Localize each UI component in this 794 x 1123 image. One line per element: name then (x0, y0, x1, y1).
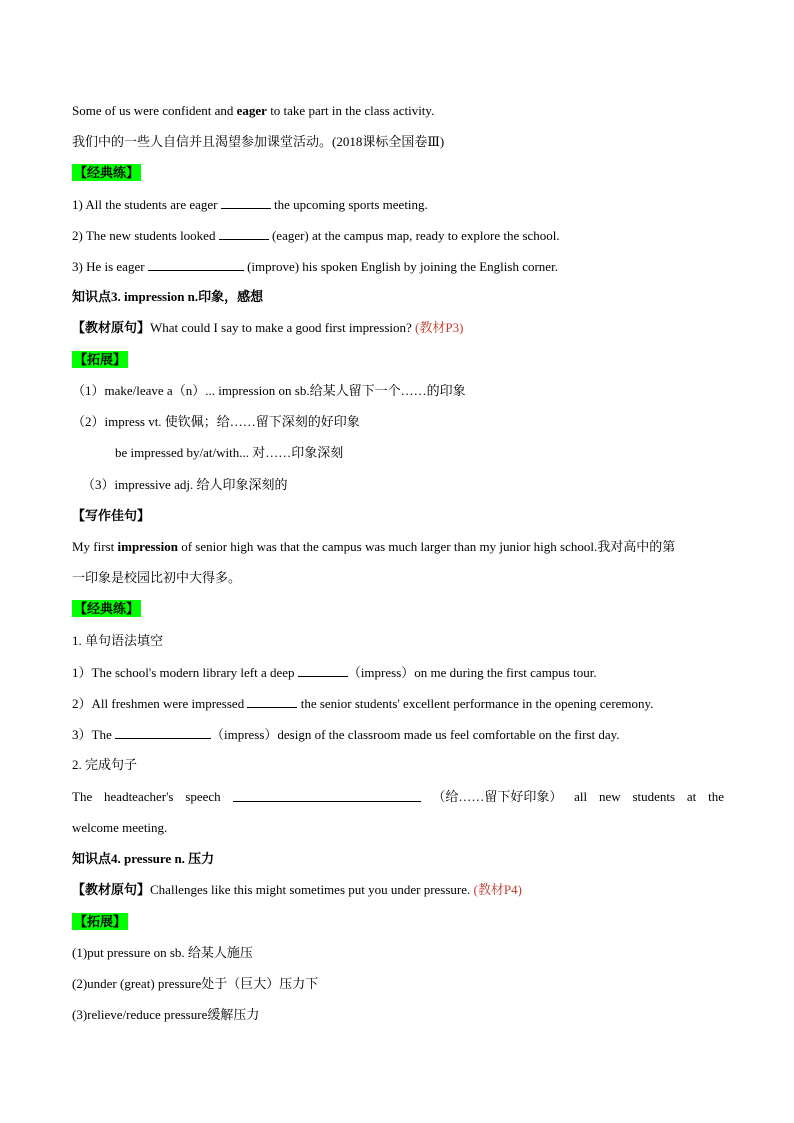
pressure-ext-3: (3)relieve/reduce pressure缓解压力 (72, 1007, 260, 1022)
blank[interactable] (233, 789, 421, 802)
writing-label: 【写作佳句】 (72, 508, 151, 523)
keyword: impression (117, 539, 178, 554)
blank[interactable] (298, 664, 348, 677)
source-ref: (教材P3) (415, 320, 464, 335)
tag-label: 【经典练】 (74, 601, 140, 616)
grammar-q2: 2）All freshmen were impressed the senior students' excellent performance in the opening ceremony. (72, 696, 654, 711)
textbook-sentence: 【教材原句】What could I say to make a good first impression? (教材P3) (72, 320, 464, 335)
practice-tag (72, 165, 724, 181)
complete-sentence-line1: The headteacher's speech （给……留下好印象） all new students at the (72, 789, 724, 804)
practice-q3: 3) He is eager (improve) his spoken English by joining the English corner. (72, 259, 558, 274)
practice-q1: 1) All the students are eager the upcoming sports meeting. (72, 197, 428, 212)
extension-item-3: （3）impressive adj. 给人印象深刻的 (82, 477, 288, 492)
extension-tag (72, 352, 724, 368)
pressure-ext-2: (2)under (great) pressure处于（巨大）压力下 (72, 976, 319, 991)
extension-item-2: （2）impress vt. 使钦佩；给……留下深刻的好印象 (72, 414, 360, 429)
extension-item-2b: be impressed by/at/with... 对……印象深刻 (115, 445, 344, 460)
blank[interactable] (247, 695, 297, 708)
writing-sentence-line2: 一印象是校园比初中大得多。 (72, 570, 242, 585)
section-complete-sentence: 2. 完成句子 (72, 757, 138, 772)
grammar-q1: 1）The school's modern library left a deep （impress）on me during the first campus tour. (72, 665, 597, 680)
blank[interactable] (148, 258, 244, 271)
complete-sentence-line2: welcome meeting. (72, 820, 168, 835)
extension-item-1: （1）make/leave a（n）... impression on sb.给某人留下一个……的印象 (72, 383, 466, 398)
practice-q2: 2) The new students looked (eager) at the campus map, ready to explore the school. (72, 228, 560, 243)
tag-label: 【拓展】 (74, 914, 127, 929)
example-sentence-zh: 我们中的一些人自信并且渴望参加课堂活动。(2018课标全国卷Ⅲ) (72, 134, 445, 149)
writing-sentence-line1: My first impression of senior high was that the campus was much larger than my junior high school.我对高中的第 (72, 539, 676, 554)
blank[interactable] (221, 196, 271, 209)
blank[interactable] (219, 227, 269, 240)
practice-tag (72, 601, 724, 617)
keyword: eager (236, 103, 267, 118)
section-grammar-fill: 1. 单句语法填空 (72, 633, 164, 648)
knowledge-point-3-heading: 知识点3. impression n.印象，感想 (72, 289, 264, 304)
text: Some of us were confident and (72, 103, 237, 118)
grammar-q3: 3）The （impress）design of the classroom made us feel comfortable on the first day. (72, 727, 620, 742)
text: to take part in the class activity. (266, 103, 435, 118)
extension-tag (72, 914, 724, 930)
tag-label: 【经典练】 (74, 165, 140, 180)
textbook-sentence: 【教材原句】Challenges like this might sometimes put you under pressure. (教材P4) (72, 882, 522, 897)
tag-label: 【拓展】 (74, 352, 127, 367)
example-sentence-en (72, 103, 724, 119)
knowledge-point-4-heading: 知识点4. pressure n. 压力 (72, 851, 215, 866)
source-ref: (教材P4) (473, 882, 522, 897)
pressure-ext-1: (1)put pressure on sb. 给某人施压 (72, 945, 253, 960)
blank[interactable] (115, 726, 211, 739)
